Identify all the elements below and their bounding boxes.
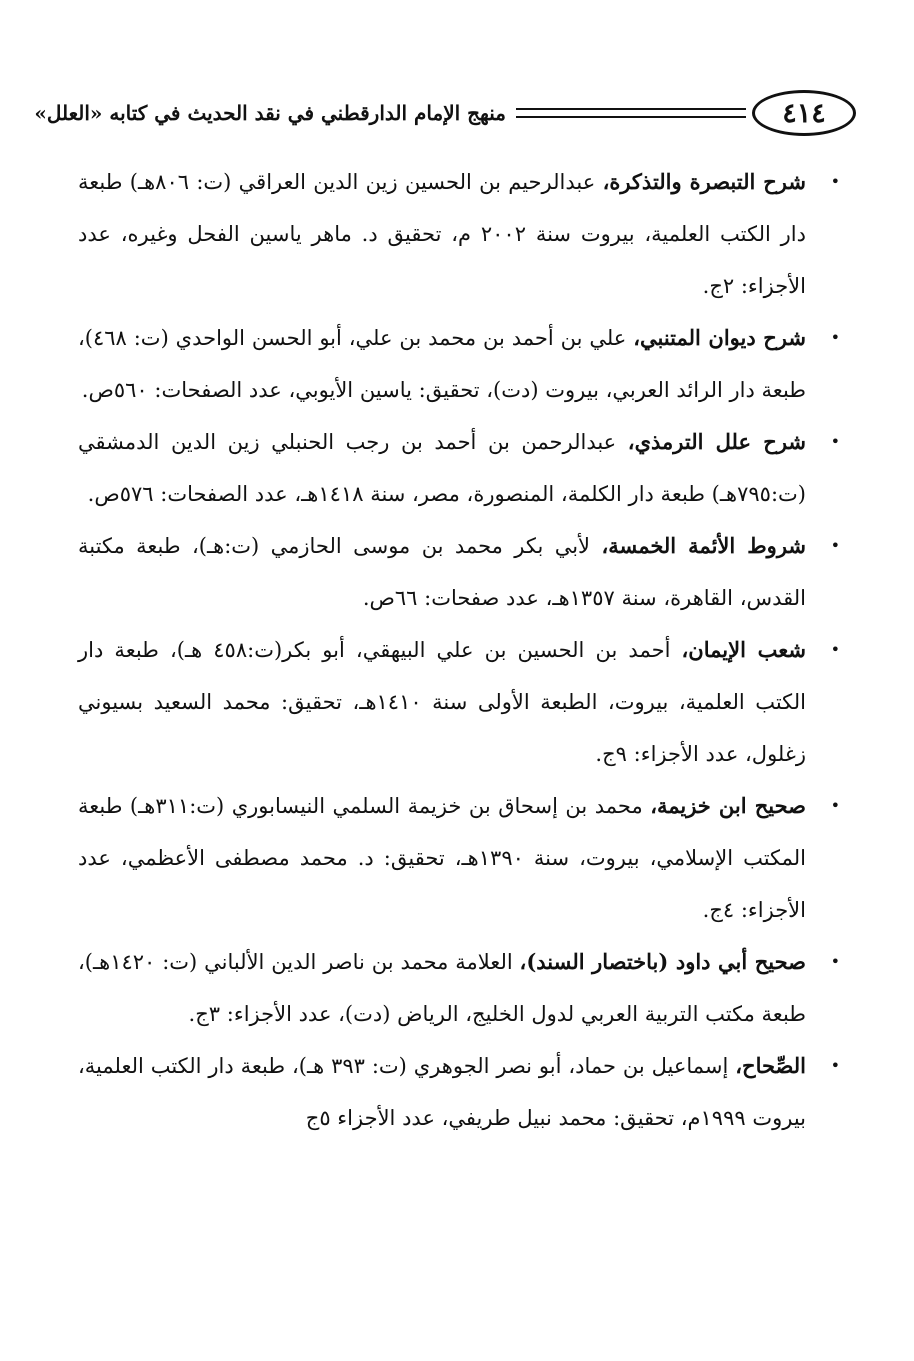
bullet-icon: • [830,536,840,555]
bibliography-entry [78,156,844,312]
page-number: ٤١٤ [752,90,856,136]
entry-title: شرح التبصرة والتذكرة، [602,169,806,194]
entry-title: صحيح ابن خزيمة، [650,793,806,818]
entry-title: شرح علل الترمذي، [627,429,807,454]
bibliography-list [78,156,844,1144]
running-title: منهج الإمام الدارقطني في نقد الحديث في كتابه «العلل» [34,101,506,125]
bibliography-entry [78,624,844,780]
bibliography-entry [78,936,844,1040]
bullet-icon: • [830,952,840,971]
bibliography-entry [78,520,844,624]
entry-text: لأبي بكر محمد بن موسى الحازمي (ت:هـ)، طبعة مكتبة القدس، القاهرة، سنة ١٣٥٧هـ، عدد صفحات: ٦٦ص. [78,534,806,610]
bibliography-entry [78,780,844,936]
bibliography-entry [78,1040,844,1144]
bullet-icon: • [830,640,840,659]
entry-text: عبدالرحيم بن الحسين زين الدين العراقي (ت: ٨٠٦هـ) طبعة دار الكتب العلمية، بيروت سنة ٢٠٠٢ م، تحقيق د. ماهر ياسين الفحل وغيره، عدد الأجزاء: ٢ج. [78,170,806,298]
entry-title: شرح ديوان المتنبي، [633,325,806,350]
bullet-icon: • [830,172,840,191]
page-header [34,86,856,140]
entry-text: عبدالرحمن بن أحمد بن رجب الحنبلي زين الدين الدمشقي (ت:٧٩٥هـ) طبعة دار الكلمة، المنصورة، مصر، سنة ١٤١٨هـ، عدد الصفحات: ٥٧٦ص. [78,430,806,506]
entry-text: محمد بن إسحاق بن خزيمة السلمي النيسابوري (ت:٣١١هـ) طبعة المكتب الإسلامي، بيروت، سنة ١٣٩٠هـ، تحقيق: د. محمد مصطفى الأعظمي، عدد الأجزاء: ٤ج. [78,794,806,922]
bullet-icon: • [830,1056,840,1075]
entry-text: علي بن أحمد بن محمد بن علي، أبو الحسن الواحدي (ت: ٤٦٨)، طبعة دار الرائد العربي، بيروت (دت)، تحقيق: ياسين الأيوبي، عدد الصفحات: ٥٦٠ص. [78,326,806,402]
entry-title: صحيح أبي داود (باختصار السند)، [519,949,806,974]
bullet-icon: • [830,796,840,815]
header-rule [516,108,746,118]
entry-title: شروط الأئمة الخمسة، [601,533,806,558]
entry-text: إسماعيل بن حماد، أبو نصر الجوهري (ت: ٣٩٣ هـ)، طبعة دار الكتب العلمية، بيروت ١٩٩٩م، تحقيق: محمد نبيل طريفي، عدد الأجزاء ٥ج [78,1054,806,1130]
bullet-icon: • [830,328,840,347]
bibliography-entry [78,416,844,520]
entry-text: أحمد بن الحسين بن علي البيهقي، أبو بكر(ت:٤٥٨ هـ)، طبعة دار الكتب العلمية، بيروت، الطبعة الأولى سنة ١٤١٠هـ، تحقيق: محمد السعيد بسيوني زغلول، عدد الأجزاء: ٩ج. [78,638,807,766]
bullet-icon: • [830,432,840,451]
bibliography-entry [78,312,844,416]
entry-text: العلامة محمد بن ناصر الدين الألباني (ت: ١٤٢٠هـ)، طبعة مكتب التربية العربي لدول الخليج، الرياض (دت)، عدد الأجزاء: ٣ج. [78,950,806,1026]
entry-title: شعب الإيمان، [681,637,806,662]
entry-title: الصِّحاح، [735,1053,806,1078]
